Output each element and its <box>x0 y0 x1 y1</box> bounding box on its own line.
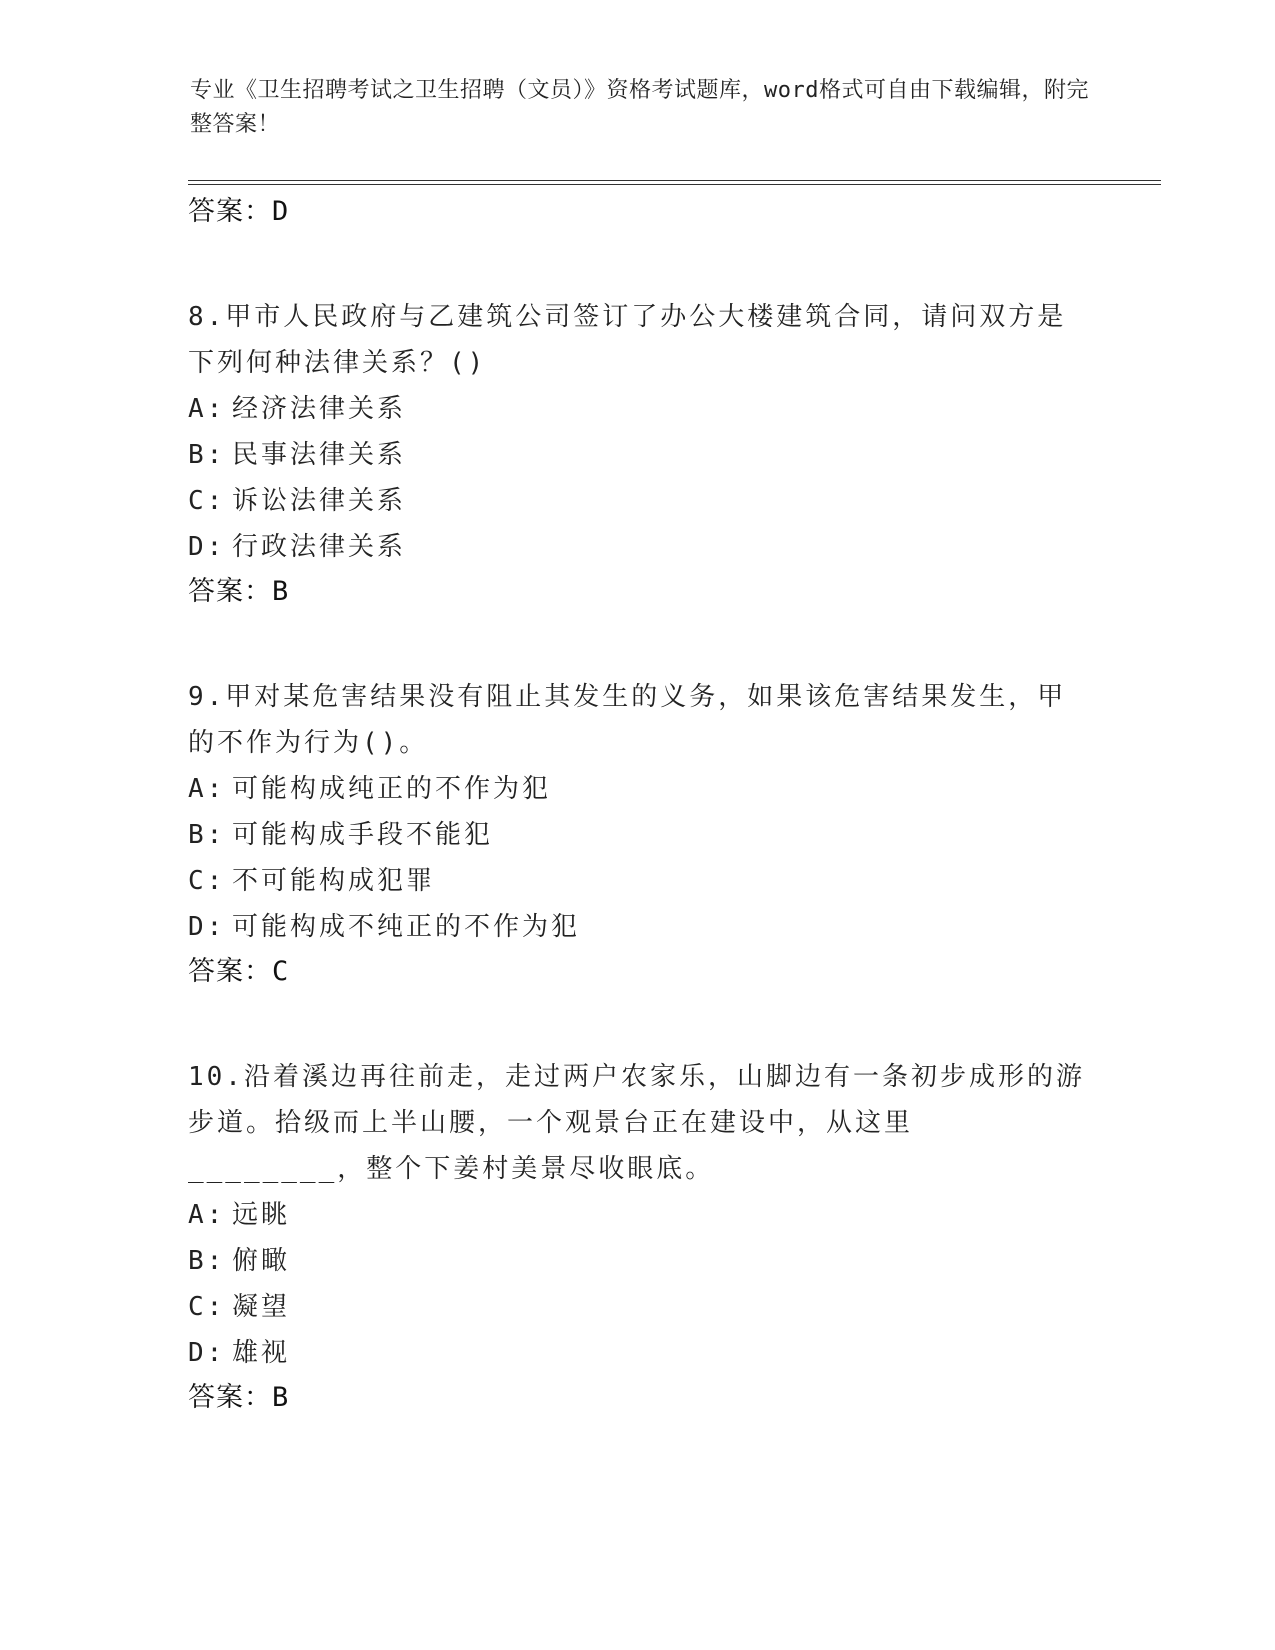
option-key: D: <box>188 912 226 942</box>
question-item <box>188 674 1088 994</box>
option-c <box>188 478 1088 524</box>
option-text: 诉讼法律关系 <box>232 486 407 516</box>
option-text: 远眺 <box>232 1200 291 1230</box>
option-text: 凝望 <box>232 1292 291 1322</box>
question-list <box>188 190 1088 1420</box>
option-d <box>188 524 1088 570</box>
question-text: 9.甲对某危害结果没有阻止其发生的义务，如果该危害结果发生，甲的不作为行为()。 <box>188 682 1067 758</box>
option-d <box>188 1330 1088 1376</box>
option-b <box>188 1238 1088 1284</box>
option-key: A: <box>188 774 226 804</box>
option-text: 可能构成不纯正的不作为犯 <box>232 912 581 942</box>
previous-answer: 答案：D <box>188 196 290 227</box>
header-rule-top <box>188 180 1161 181</box>
option-key: A: <box>188 1200 226 1230</box>
answer-line: 答案：B <box>188 576 290 607</box>
option-text: 行政法律关系 <box>232 532 407 562</box>
question-text: 10.沿着溪边再往前走，走过两户农家乐，山脚边有一条初步成形的游步道。拾级而上半山腰，一个观景台正在建设中，从这里________，整个下姜村美景尽收眼底。 <box>188 1062 1085 1184</box>
option-text: 民事法律关系 <box>232 440 407 470</box>
answer-line: 答案：C <box>188 956 290 987</box>
option-c <box>188 858 1088 904</box>
question-item <box>188 294 1088 614</box>
option-a <box>188 386 1088 432</box>
option-text: 经济法律关系 <box>232 394 407 424</box>
option-key: B: <box>188 1246 226 1276</box>
option-d <box>188 904 1088 950</box>
option-a <box>188 1192 1088 1238</box>
answer-line: 答案：B <box>188 1382 290 1413</box>
option-key: D: <box>188 532 226 562</box>
option-c <box>188 1284 1088 1330</box>
option-b <box>188 812 1088 858</box>
option-text: 可能构成纯正的不作为犯 <box>232 774 552 804</box>
option-key: C: <box>188 486 226 516</box>
option-key: B: <box>188 820 226 850</box>
question-item <box>188 1054 1088 1420</box>
option-a <box>188 766 1088 812</box>
option-text: 不可能构成犯罪 <box>232 866 436 896</box>
option-key: C: <box>188 866 226 896</box>
header-rule-bottom <box>188 184 1161 185</box>
option-text: 雄视 <box>232 1338 291 1368</box>
option-key: D: <box>188 1338 226 1368</box>
option-key: B: <box>188 440 226 470</box>
option-text: 可能构成手段不能犯 <box>232 820 494 850</box>
option-b <box>188 432 1088 478</box>
option-key: C: <box>188 1292 226 1322</box>
option-text: 俯瞰 <box>232 1246 291 1276</box>
option-key: A: <box>188 394 226 424</box>
document-header: 专业《卫生招聘考试之卫生招聘（文员）》资格考试题库，word格式可自由下载编辑，附完整答案！ <box>190 78 1089 137</box>
question-text: 8.甲市人民政府与乙建筑公司签订了办公大楼建筑合同，请问双方是下列何种法律关系？() <box>188 302 1067 378</box>
